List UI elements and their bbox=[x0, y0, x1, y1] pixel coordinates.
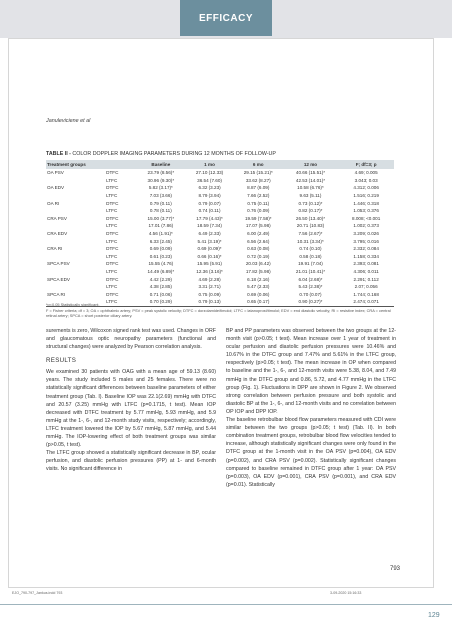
table-cell: 0.66 (0.16)* bbox=[197, 253, 222, 259]
table-cell: 19.59 (7.58)* bbox=[244, 215, 272, 221]
table-cell: 2.291; 0.112 bbox=[353, 276, 379, 282]
table-cell: 6.18 (2.16) bbox=[247, 276, 270, 282]
table-cell: 0.70 (0.07) bbox=[299, 291, 322, 297]
table-row bbox=[46, 283, 394, 291]
table-cell: 6.49 (2.33) bbox=[198, 231, 221, 237]
folio-number: 129 bbox=[428, 612, 440, 619]
table-cell: LTFC bbox=[106, 193, 118, 199]
table-cell: 0.76 (0.09) bbox=[247, 208, 270, 214]
table-cell: 2.474; 0.071 bbox=[338, 298, 394, 306]
table-cell: 1.446; 0.318 bbox=[353, 200, 379, 206]
print-file-info: EJO_790-797_Jankus.indd 793 bbox=[12, 591, 63, 595]
doppler-table bbox=[46, 160, 394, 307]
table-cell: 36.54 (7.60) bbox=[197, 177, 222, 183]
table-cell bbox=[46, 283, 105, 291]
table-cell: LTFC bbox=[106, 177, 118, 183]
table-cell: 29.15 (15.21)* bbox=[243, 170, 273, 176]
table-cell: 30.96 (9.30)* bbox=[147, 177, 175, 183]
table-footnote-abbreviations: F = Fisher criteria; df = 3; OA = ophthalmic artery; PSV = peak systolic velocity; DTFC = dorzolamide/timolol; LTFC = latanoprost/timolol; EDV = end diastolic velocity; RI = resistive index; CRA = central retinal artery; SPCA = short posterior ciliary artery. bbox=[46, 308, 391, 318]
body-paragraph: surements is zero, Wilcoxon signed rank test was used. Changes in ORF and glaucomatous optic neuropathy parameters (functional and structural changes) were analyzed by Pearson correlation analysis. bbox=[46, 328, 216, 351]
table-cell: 4.69 (2.28) bbox=[198, 276, 221, 282]
table-cell: 5.41 (3.19)* bbox=[197, 238, 222, 244]
table-cell: 12.36 (3.16)* bbox=[196, 269, 223, 275]
table-cell: 5.47 (2.33) bbox=[247, 284, 270, 290]
table-cell: 4.42 (2.29) bbox=[149, 276, 172, 282]
table-cell: 0.90 (0.27)* bbox=[283, 298, 339, 306]
body-column-left bbox=[46, 327, 216, 474]
table-header-cell bbox=[105, 160, 136, 169]
table-cell: 18.59 (7.34) bbox=[197, 223, 222, 229]
table-cell: 0.75 (0.11) bbox=[247, 200, 270, 206]
table-cell: 0.61 (0.23) bbox=[149, 253, 172, 259]
table-title bbox=[46, 151, 276, 157]
table-row bbox=[46, 291, 394, 299]
table-cell: DTFC bbox=[106, 185, 119, 191]
table-cell: 0.71 (0.06) bbox=[149, 291, 172, 297]
body-paragraph: We examined 30 patients with OAG with a mean age of 59.13 (8.60) years. The study included 5 males and 25 females. There were no statistically significant differences between baseline parameters of either treatment group (Tab. I). Baseline IOP was 22.1(2.69) mmHg with DTFC and 20.57 (3.25) mmHg with LTFC (p=0.1715, t test). Mean IOP decreased with DTFC treatment by 5.77 mmHg, 5.93 mmHg, and 5.9 mmHg at the 1-, 6-, and 12-month study visits, respectively; accordingly, LTFC treatment lowered the IOP by 5.67 mmHg, 5.87 mmHg, and 5.44 mmHg. The IOP-lowering effect of both treatment groups was similar (p>0.05, t test). bbox=[46, 369, 216, 449]
table-cell: 33.62 (8.27) bbox=[245, 177, 271, 183]
table-cell: 5.82 (3.17)* bbox=[148, 185, 173, 191]
table-cell: 6.56 (2.64) bbox=[247, 238, 270, 244]
table-cell: 0.65 (0.17) bbox=[234, 298, 283, 306]
table-row bbox=[46, 177, 394, 185]
table-cell: 0.69 (0.09)* bbox=[197, 246, 222, 252]
table-cell: DTFC bbox=[106, 291, 119, 297]
table-header-cell: Treatment groups bbox=[47, 162, 86, 167]
page-number: 793 bbox=[390, 566, 401, 572]
table-cell: 3.795; 0.016 bbox=[353, 238, 379, 244]
table-cell: 6.33 (2.45) bbox=[149, 238, 172, 244]
table-cell: 0.75 (0.09) bbox=[198, 291, 221, 297]
table-cell: 1.158; 0.334 bbox=[353, 253, 379, 259]
table-cell: 2.332; 0.084 bbox=[353, 246, 379, 252]
table-cell: 20.71 (10.83) bbox=[296, 223, 325, 229]
table-cell: 4.56 (1.91)* bbox=[148, 231, 173, 237]
table-cell: 7.66 (2.52) bbox=[247, 193, 270, 199]
table-row bbox=[46, 260, 394, 268]
table-cell: 5.43 (2.38)* bbox=[298, 284, 323, 290]
table-cell: 0.73 (0.12)* bbox=[298, 200, 323, 206]
table-cell bbox=[46, 237, 105, 245]
table-cell: 9.63 (5.11) bbox=[299, 193, 322, 199]
table-cell: 0.74 (0.11) bbox=[198, 208, 221, 214]
table-cell: SPCA RI bbox=[47, 291, 66, 297]
table-cell: 0.72 (0.19) bbox=[247, 253, 270, 259]
table-cell: 17.82 (5.98) bbox=[245, 269, 271, 275]
table-cell bbox=[46, 253, 105, 261]
table-row bbox=[46, 184, 394, 192]
table-cell: 0.79 (0.11) bbox=[149, 200, 172, 206]
table-row bbox=[46, 199, 394, 207]
table-row bbox=[46, 222, 394, 230]
table-cell: 23.79 (8.56)* bbox=[147, 170, 175, 176]
table-cell: DTFC bbox=[106, 231, 119, 237]
table-cell: 0.58 (0.18) bbox=[299, 253, 322, 259]
table-cell: 19.91 (7.04) bbox=[298, 261, 323, 267]
table-cell bbox=[46, 222, 105, 230]
table-cell: 3.31 (2.71) bbox=[198, 284, 221, 290]
table-cell: LTFC bbox=[105, 298, 136, 306]
table-caption: COLOR DOPPLER IMAGING PARAMETERS DURING 12 MONTHS OF FOLLOW-UP bbox=[72, 151, 276, 157]
table-header-cell: Baseline bbox=[151, 162, 171, 167]
table-cell: 6.32 (3.23) bbox=[198, 185, 221, 191]
table-header-row bbox=[46, 160, 394, 169]
table-cell bbox=[46, 268, 105, 276]
table-cell bbox=[46, 177, 105, 185]
table-cell: 15.95 (5.91) bbox=[197, 261, 222, 267]
table-cell: 17.79 (4.43)* bbox=[196, 215, 223, 221]
table-row bbox=[46, 230, 394, 238]
table-row bbox=[46, 215, 394, 223]
table-cell: 21.01 (10.41)* bbox=[295, 269, 326, 275]
body-column-right bbox=[226, 327, 396, 489]
table-row bbox=[46, 237, 394, 245]
print-date-info: 3-09-2020 15:16:33 bbox=[330, 591, 362, 595]
table-cell: LTFC bbox=[106, 269, 118, 275]
table-row bbox=[46, 192, 394, 200]
table-row bbox=[46, 275, 394, 283]
table-cell: 3.209; 0.026 bbox=[353, 231, 379, 237]
table-cell: 4.38 (2.85) bbox=[149, 284, 172, 290]
table-cell: LTFC bbox=[106, 284, 118, 290]
table-cell: 0.69 (0.09) bbox=[149, 246, 172, 252]
table-cell: 0.74 (0.10) bbox=[299, 246, 322, 252]
table-cell: OA PSV bbox=[47, 170, 64, 176]
table-header-cell: 6 mo bbox=[252, 162, 264, 167]
table-cell: LTFC bbox=[106, 208, 118, 214]
table-header-cell: 1 mo bbox=[204, 162, 215, 167]
table-cell: 17.07 (5.98) bbox=[245, 223, 271, 229]
table-row bbox=[46, 207, 394, 215]
table-cell: 1.516; 0.219 bbox=[353, 193, 379, 199]
table-cell: 8.87 (6.09) bbox=[247, 185, 270, 191]
table-cell: 1.002; 0.373 bbox=[353, 223, 379, 229]
table-cell: 8.79 (3.94) bbox=[198, 193, 221, 199]
table-cell: 17.01 (7.86) bbox=[148, 223, 174, 229]
table-cell: 10.31 (3.34)* bbox=[297, 238, 324, 244]
table-cell: 0.63 (0.08) bbox=[247, 246, 270, 252]
table-cell: SPCA EDV bbox=[47, 276, 70, 282]
table-cell: 6.04 (2.68)* bbox=[298, 276, 323, 282]
table-cell: OA EDV bbox=[47, 185, 65, 191]
table-cell: 7.56 (2.67)* bbox=[298, 231, 323, 237]
table-header-cell: F; df=3; p bbox=[355, 162, 377, 167]
table-cell: 8.008; <0.001 bbox=[352, 215, 381, 221]
table-cell: LTFC bbox=[106, 223, 118, 229]
table-cell: CRA PSV bbox=[47, 215, 67, 221]
body-paragraph: The baseline retrobulbar blood flow parameters measured with CDI were similar between the two groups (p>0.05; t test) (Tab. II). In both combination treatment groups, retrobulbar blood flow velocities tended to increase, although statistically significant changes were only found in the DTFC group at the 1-month visit in the OA PSV (p=0.004), OA EDV (p=0.002), and CRA PSV (p=0.002). Statistically significant changes compared to baseline remained in DTFC group after 1 year: OA PSV (p=0.003), OA EDV (p=0.001), CRA PSV (p=0.001), and CRA EDV (p=0.01). Statistically bbox=[226, 417, 396, 488]
table-footnote-significance: *p<0.05 Statistically significant. bbox=[46, 302, 100, 307]
table-row bbox=[46, 268, 394, 276]
table-row bbox=[46, 169, 394, 177]
table-cell: DTFC bbox=[106, 261, 119, 267]
table-cell: 10.58 (6.76)* bbox=[297, 185, 324, 191]
table-cell: 6.00 (2.49) bbox=[247, 231, 270, 237]
table-cell: 0.79 (0.07) bbox=[198, 200, 221, 206]
table-cell: DTFC bbox=[106, 170, 119, 176]
table-cell: CRA RI bbox=[47, 246, 63, 252]
table-cell: 27.10 (12.33) bbox=[195, 170, 224, 176]
body-paragraph: BP and PP parameters was observed between the two groups at the 12-month visit (p>0.05; t test). Mean increase over 1 year of treatment in ocular perfusion and diastolic perfusion pressures were 10.46% and 10.67% in the DTFC group and 7.47% and 5.61% in the LTFC group, respectively (p>0.05; t test). The mean increase in OP when compared to baseline and the 1-, 6-, and 12-month visits were 5.38, 8.04, and 7.49 mmHg in the DTFC group and 0.86, 5.72, and 4.77 mmHg in the LTFC group (Fig. 1). Fluctuations in DPP are shown in Figure 2. We observed strong correlation between perfusion pressure and both systolic and diastolic BP at the 1-, 6-, and 12-month visits and no correlation between OP IOP and DPP IOP. bbox=[226, 328, 396, 415]
table-cell: 4.69; 0.005 bbox=[354, 170, 378, 176]
table-cell: LTFC bbox=[106, 238, 118, 244]
table-cell: 15.00 (3.77)* bbox=[147, 215, 175, 221]
table-cell: 26.50 (13.40)* bbox=[295, 215, 326, 221]
table-cell: DTFC bbox=[106, 215, 119, 221]
table-cell: OA RI bbox=[47, 200, 60, 206]
author-running-head: Januleviciene et al bbox=[46, 118, 91, 124]
table-cell: 3.043; 0.03 bbox=[354, 177, 378, 183]
table-cell: 20.03 (6.42) bbox=[245, 261, 271, 267]
table-cell: 0.79 (0.13) bbox=[185, 298, 234, 306]
table-header-cell: 12 mo bbox=[303, 162, 318, 167]
section-tab: EFFICACY bbox=[180, 0, 272, 36]
table-cell: DTFC bbox=[106, 200, 119, 206]
table-cell: 1.744; 0.168 bbox=[353, 291, 379, 297]
table-row bbox=[46, 253, 394, 261]
table-cell: 7.03 (3.66) bbox=[149, 193, 172, 199]
table-cell: 0.69 (0.06) bbox=[247, 291, 270, 297]
table-cell bbox=[46, 192, 105, 200]
table-cell bbox=[46, 207, 105, 215]
table-cell: DTFC bbox=[106, 246, 119, 252]
table-cell: DTFC bbox=[106, 276, 119, 282]
results-heading: RESULTS bbox=[46, 357, 77, 365]
table-cell: CRA EDV bbox=[47, 231, 68, 237]
table-cell: 40.66 (15.51)* bbox=[295, 170, 326, 176]
table-cell: 14.49 (6.89)* bbox=[147, 269, 175, 275]
table-cell: SPCA PSV bbox=[47, 261, 70, 267]
table-cell: 0.70 (0.29) bbox=[136, 298, 185, 306]
table-cell: LTFC bbox=[106, 253, 118, 259]
table-cell: 42.53 (14.01)* bbox=[295, 177, 326, 183]
table-cell: 2.393; 0.081 bbox=[353, 261, 379, 267]
table-label: TABLE II - bbox=[46, 151, 71, 157]
table-cell: 15.55 (4.76) bbox=[148, 261, 174, 267]
table-cell: 2.07; 0.056 bbox=[354, 284, 378, 290]
footer-rule bbox=[0, 604, 452, 605]
table-cell: 4.306; 0.011 bbox=[353, 269, 379, 275]
table-row bbox=[46, 245, 394, 253]
table-cell: 0.78 (0.11) bbox=[149, 208, 172, 214]
table-cell: 4.312; 0.006 bbox=[353, 185, 379, 191]
table-cell: 1.053; 0.376 bbox=[353, 208, 379, 214]
table-cell: 0.82 (0.17)* bbox=[298, 208, 323, 214]
body-paragraph: The LTFC group showed a statistically significant decrease in BP, ocular perfusion, and diastolic perfusion pressures (PP) at 1- and 6-month visits. No significant difference in bbox=[46, 450, 216, 473]
